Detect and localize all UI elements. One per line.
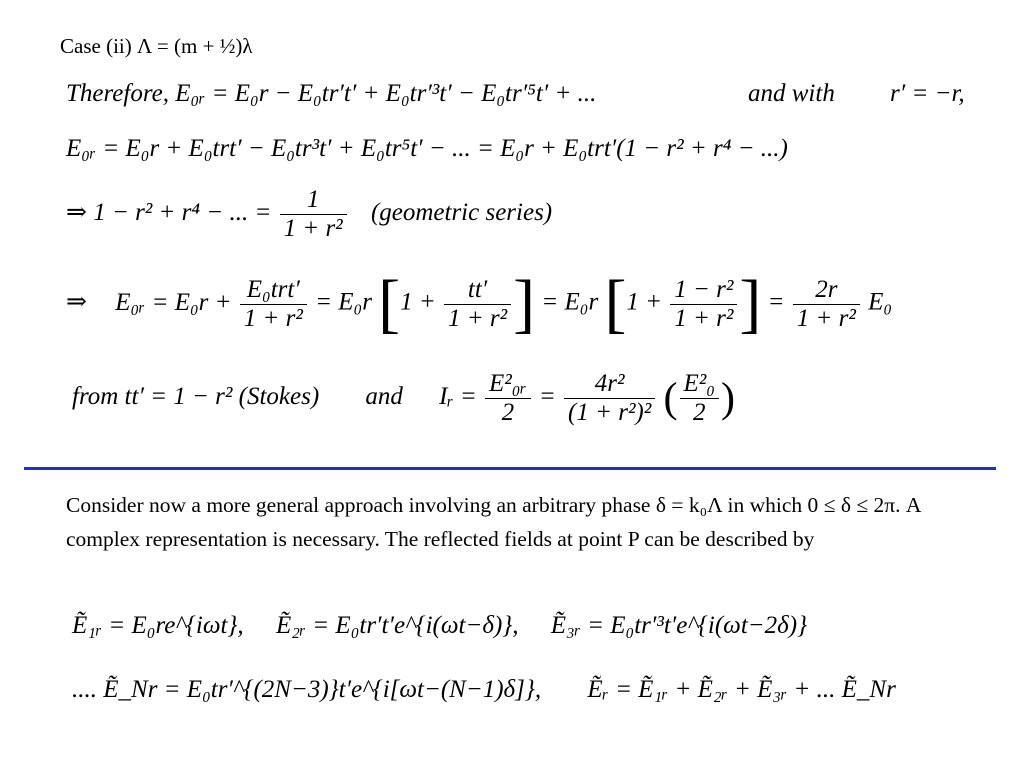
line4-f4-num: 2r	[793, 276, 860, 305]
line4-f3-den: 1 + r²	[674, 304, 734, 332]
equation-1-lhs: Therefore, E₀ᵣ = E₀r − E₀tr′t′ + E₀tr′³t′ − E₀tr′⁵t′ + ...	[66, 80, 597, 107]
body-paragraph: Consider now a more general approach involving an arbitrary phase δ = k₀Λ in which 0 ≤ δ ≤ 2π. A complex representation is necessary. The reflected fields at point P can be described by	[66, 493, 921, 551]
intensity-lhs: Iᵣ =	[439, 383, 477, 411]
geometric-denominator: 1 + r²	[283, 215, 343, 242]
field-enr: .... Ẽ_Nr = E₀tr′^{(2N−3)}t′e^{i[ωt−(N−1)δ]},	[72, 676, 542, 703]
equation-line-3	[66, 186, 552, 243]
line5-fraction-2	[564, 370, 655, 427]
geometric-numerator: 1	[280, 186, 347, 215]
field-eq-row-2	[72, 676, 896, 704]
line5-f2-den: (1 + r²)²	[568, 399, 652, 426]
geometric-lhs: ⇒ 1 − r² + r⁴ − ... =	[66, 199, 272, 227]
line4-eq2: = E₀r	[315, 288, 372, 316]
equation-line-2: E₀ᵣ = E₀r + E₀trt′ − E₀tr³t′ + E₀tr⁵t′ − ... = E₀r + E₀trt′(1 − r² + r⁴ − ...)	[66, 135, 788, 162]
line4-eq4: =	[767, 288, 785, 316]
line4-one-plus: 1 +	[400, 288, 436, 316]
line4-eq3: = E₀r	[541, 288, 599, 316]
equation-line-5	[72, 370, 735, 427]
left-paren: (	[663, 375, 678, 422]
line5-fraction-1	[485, 370, 531, 427]
right-bracket-2: ]	[739, 267, 762, 340]
equation-1-condition: r′ = −r,	[890, 80, 965, 107]
right-bracket: ]	[513, 267, 536, 340]
line4-fraction-3	[670, 276, 737, 333]
equation-line-4	[66, 266, 892, 342]
line5-and: and	[365, 383, 403, 411]
line5-eq: =	[538, 383, 556, 411]
stokes-relation: from tt′ = 1 − r² (Stokes)	[72, 383, 320, 411]
equation-1-and-with: and with	[748, 80, 835, 107]
line4-f3-num: 1 − r²	[670, 276, 737, 305]
left-bracket: [	[378, 267, 401, 340]
line5-f3-den: 2	[693, 399, 706, 426]
line4-f2-num: tt′	[444, 276, 511, 305]
geometric-fraction	[280, 186, 347, 243]
line4-f2-den: 1 + r²	[448, 304, 508, 332]
right-paren: )	[720, 375, 735, 422]
line4-tail: E₀	[868, 288, 893, 316]
line4-lhs: E₀ᵣ = E₀r +	[115, 288, 232, 316]
line5-f1-num: E²₀ᵣ	[485, 370, 531, 399]
implies-arrow: ⇒	[66, 288, 87, 316]
equation-line-1	[66, 80, 596, 108]
line4-one-plus-2: 1 +	[626, 288, 663, 316]
line4-f1-den: 1 + r²	[243, 304, 303, 332]
case-heading: Case (ii) Λ = (m + ½)λ	[60, 34, 253, 58]
field-eq-row-1	[72, 612, 807, 640]
geometric-series-note: (geometric series)	[370, 199, 553, 227]
left-bracket-2: [	[604, 267, 627, 340]
field-er-sum: Ẽᵣ = Ẽ₁ᵣ + Ẽ₂ᵣ + Ẽ₃ᵣ + ... Ẽ_Nr	[587, 676, 896, 703]
line4-fraction-4	[793, 276, 860, 333]
line5-fraction-3	[680, 370, 719, 427]
line4-fraction-2	[444, 276, 511, 333]
field-e1r: Ẽ₁ᵣ = E₀re^{iωt},	[72, 612, 244, 639]
line4-f1-num: E₀trt′	[240, 276, 307, 305]
line4-f4-den: 1 + r²	[796, 304, 856, 332]
blue-separator-line	[24, 467, 996, 470]
line5-f3-num: E²₀	[680, 370, 719, 399]
line5-f1-den: 2	[501, 399, 515, 426]
field-e2r: Ẽ₂ᵣ = E₀tr′t′e^{i(ωt−δ)},	[275, 612, 519, 639]
line4-fraction-1	[240, 276, 307, 333]
line5-f2-num: 4r²	[564, 370, 655, 399]
field-e3r: Ẽ₃ᵣ = E₀tr′³t′e^{i(ωt−2δ)}	[550, 612, 808, 639]
